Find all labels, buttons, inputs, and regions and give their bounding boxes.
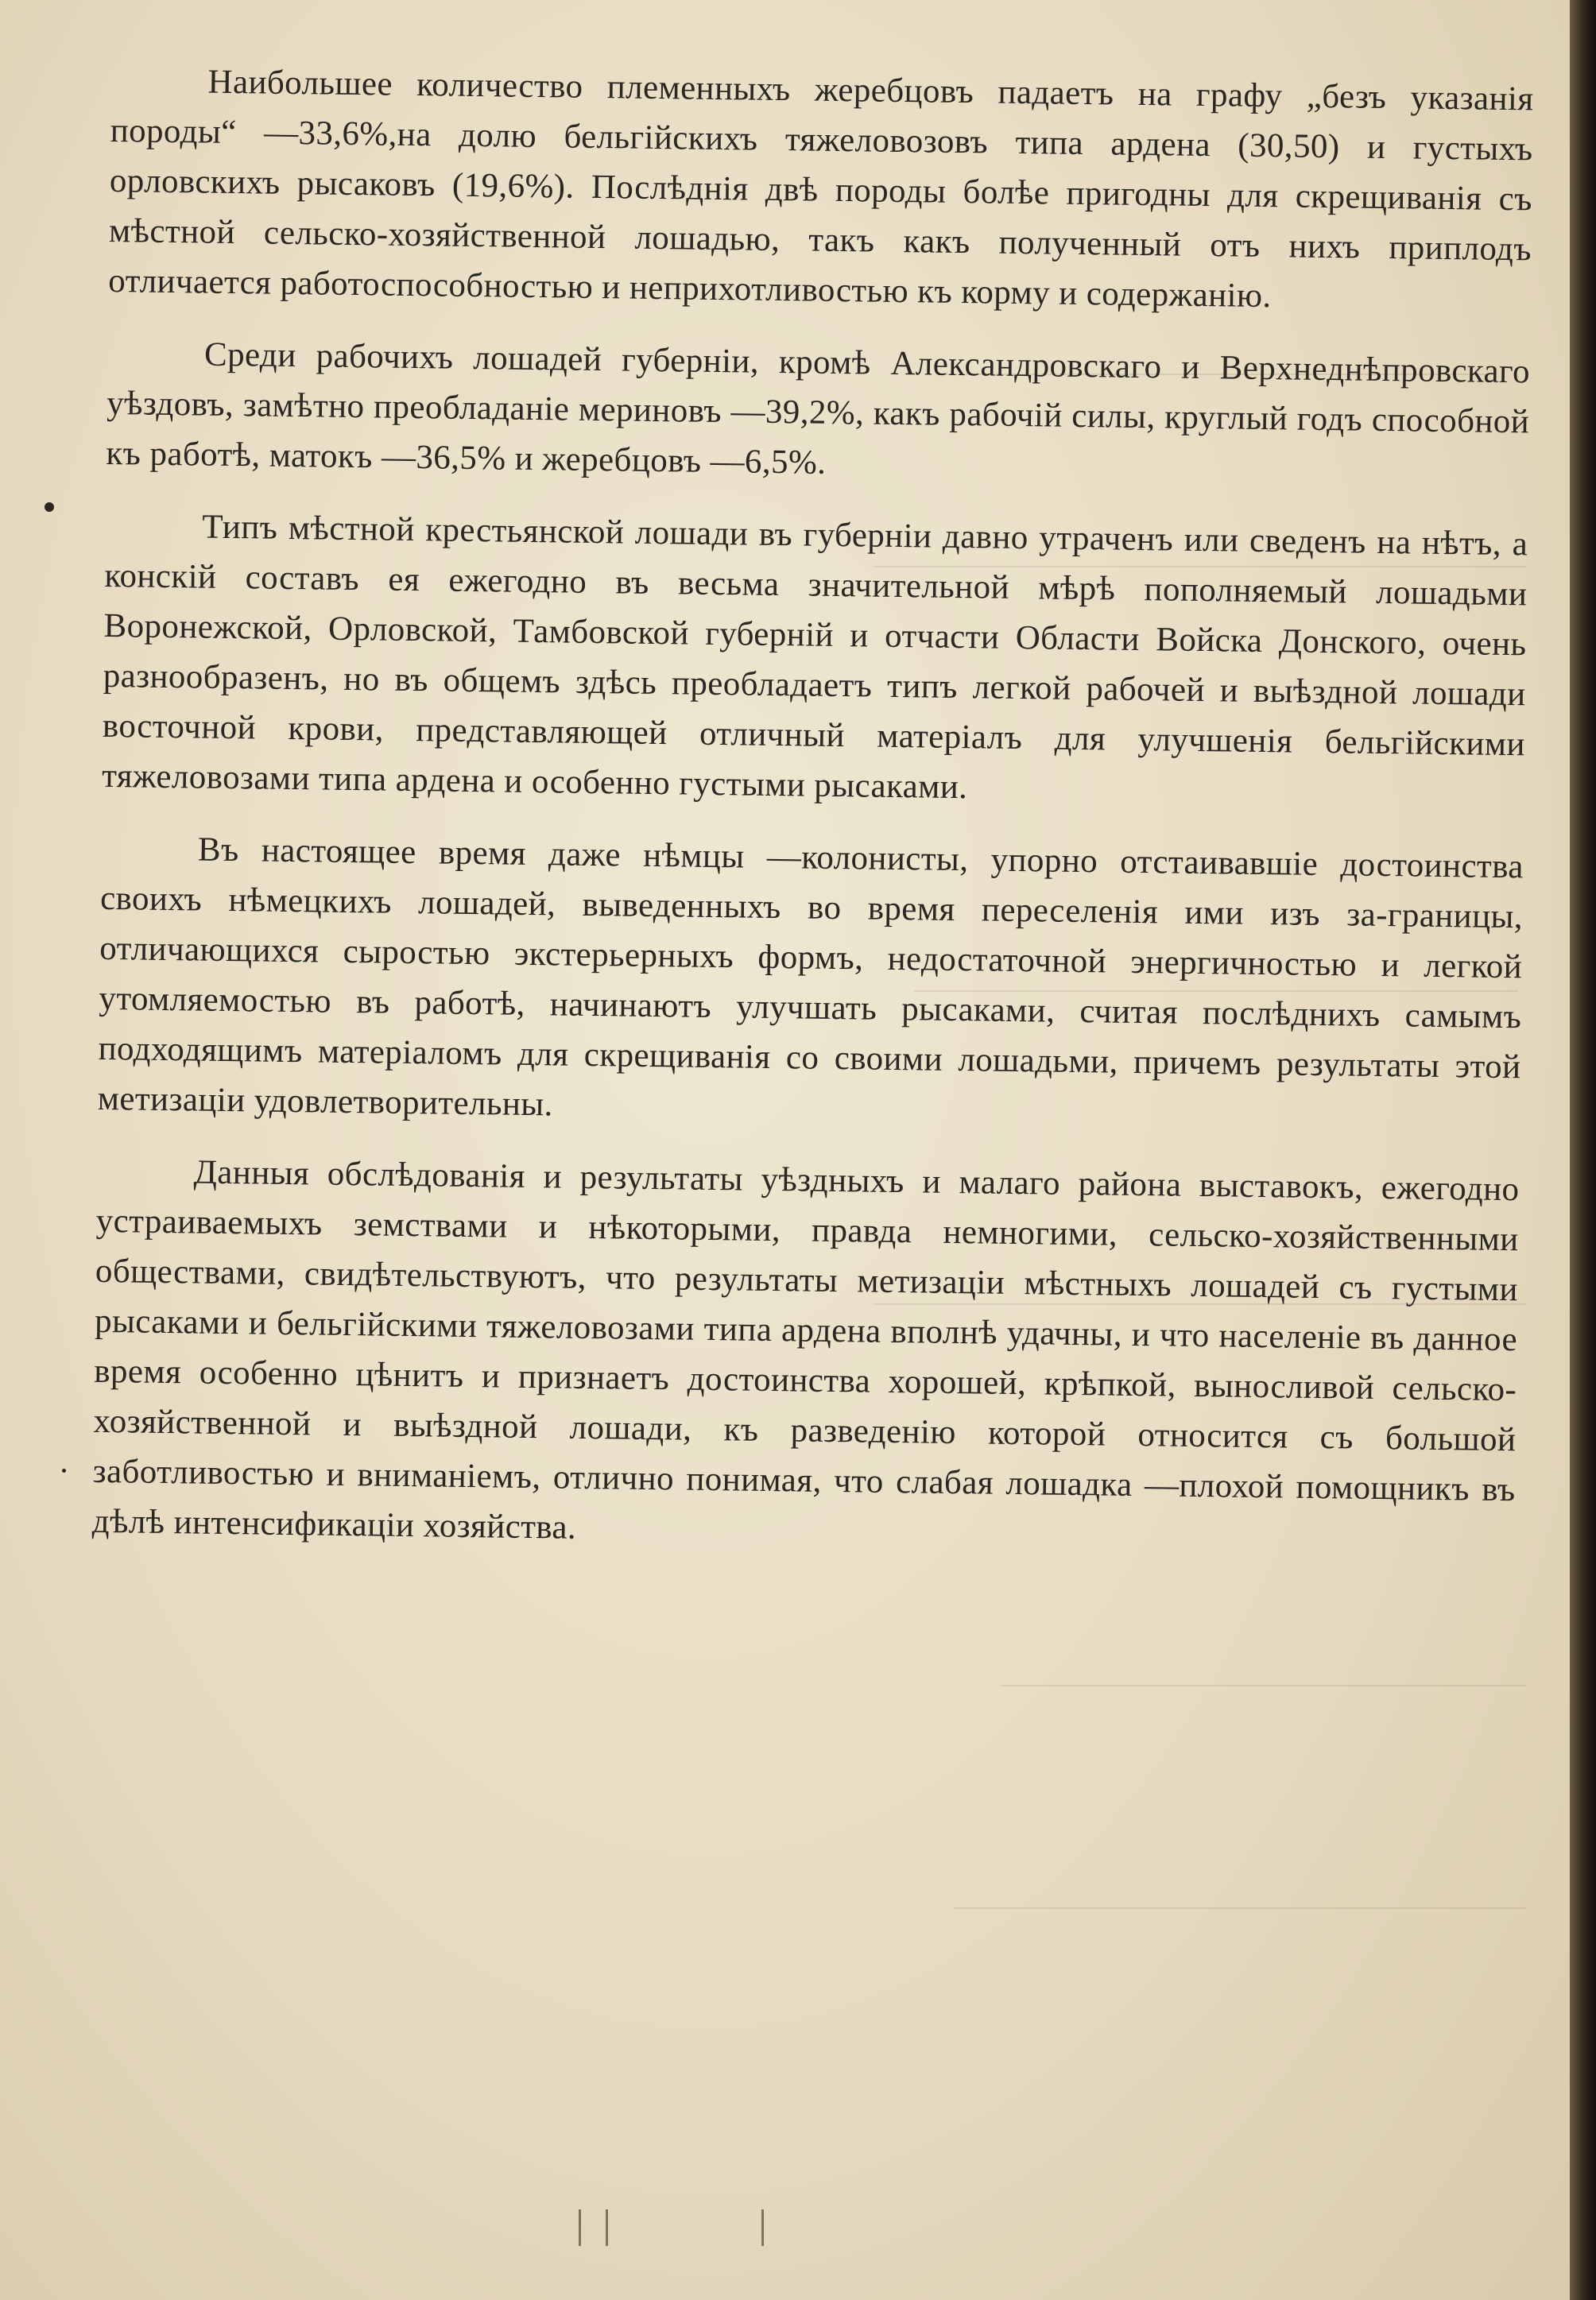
body-text — [91, 56, 1534, 1587]
paragraph-breeding-stallions: Наибольшее количество племенныхъ жеребцовъ падаетъ на графу „безъ указанія породы“ —33,6%,на долю бельгійскихъ тяжеловозовъ типа ардена (30,50) и густыхъ орловскихъ рысаковъ (19,6%). Послѣднія двѣ породы болѣе пригодны для скрещиванія съ мѣстной сельско-хозяйственной лошадью, такъ какъ полученный отъ нихъ приплодъ отличается работоспособностью и неприхотливостью къ корму и содержанію. — [107, 63, 1534, 316]
bottom-edge-marks — [579, 2209, 769, 2257]
margin-ink-dot — [62, 1469, 66, 1473]
paragraph-local-horse-type: Типъ мѣстной крестьянской лошади въ губерніи давно утраченъ или сведенъ на нѣтъ, а конскій составъ ея ежегодно въ весьма значительной мѣрѣ пополняемый лошадьми Воронежской, Орловской, Тамбовской губерній и отчасти Области Войска Донского, очень разнообразенъ, но въ общемъ здѣсь преобладаетъ типъ легкой рабочей и выѣздной лошади восточной крови, представляющей отличный матеріалъ для улучшенія бельгійскими тяжеловозами типа ардена и особенно густыми рысаками. — [101, 508, 1528, 807]
margin-ink-dot — [45, 502, 54, 512]
paragraph-exhibitions: Данныя обслѣдованія и результаты уѣздныхъ и малаго района выставокъ, ежегодно устраиваемыхъ земствами и нѣкоторыми, правда немногими, сельско-хозяйственными обществами, свидѣтельствуютъ, что результаты метизаціи мѣстныхъ лошадей съ густыми рысаками и бельгійскими тяжеловозами типа ардена вполнѣ удачны, и что населеніе въ данное время особенно цѣнитъ и признаетъ достоинства хорошей, крѣпкой, выносливой сельско-хозяйственной и выѣздной лошади, къ разведенію которой относится съ большой заботливостью и вниманіемъ, отлично понимая, что слабая лошадка —плохой помощникъ въ дѣлѣ интенсификаціи хозяйства. — [91, 1153, 1520, 1547]
book-page-edge — [1570, 0, 1596, 2300]
show-through-line — [1001, 1685, 1526, 1686]
show-through-line — [954, 1907, 1526, 1909]
paragraph-working-horses: Среди рабочихъ лошадей губерніи, кромѣ Александровскаго и Верхнеднѣпровскаго уѣздовъ, замѣтно преобладаніе мериновъ —39,2%, какъ рабочій силы, круглый годъ способной къ работѣ, матокъ —36,5% и жеребцовъ —6,5%. — [106, 335, 1531, 482]
paragraph-colonists: Въ настоящее время даже нѣмцы —колонисты, упорно отстаивавшіе достоинства своихъ нѣмецкихъ лошадей, выведенныхъ во время переселенія ими изъ за-границы, отличающихся сыростью экстерьерныхъ формъ, недостаточной энергичностью и легкой утомляемостью въ работѣ, начинаютъ улучшать рысаками, считая послѣднихъ самымъ подходящимъ матеріаломъ для скрещиванія со своими лошадьми, причемъ результаты этой метизаціи удовлетворительны. — [97, 831, 1524, 1124]
